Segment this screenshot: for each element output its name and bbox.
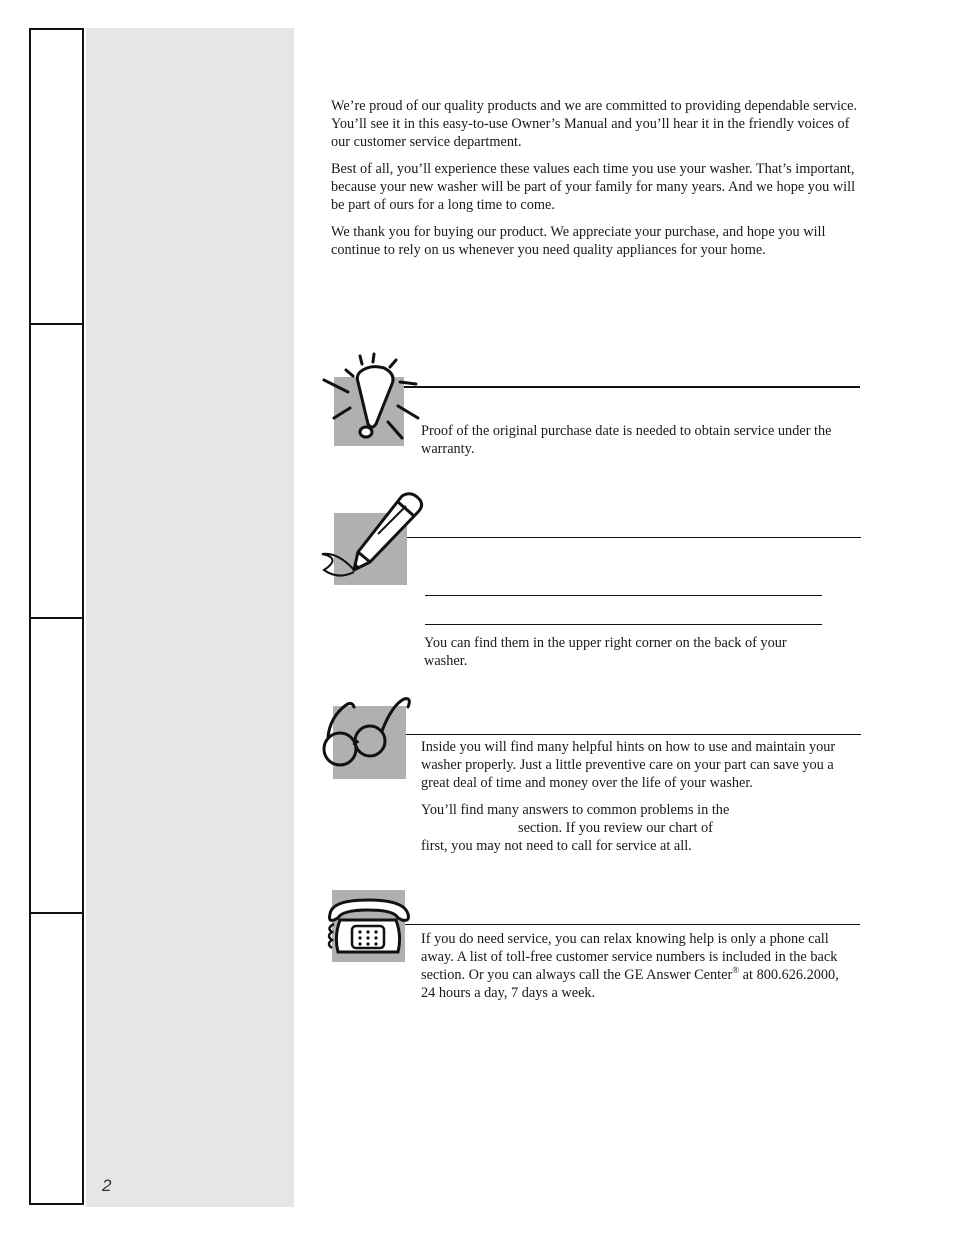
read-paragraph: Inside you will find many helpful hints on how to use and maintain your washer properly. Just a little preventive care on your part can save you a great deal of time and money over the life of your washer. xyxy=(421,739,836,791)
read-manual-text xyxy=(421,738,861,855)
model-number-line xyxy=(425,595,822,596)
gray-sidebar xyxy=(86,28,294,1207)
service-text-part: at 800.626.2000, 24 hours a day, 7 days a week. xyxy=(421,967,839,1001)
exclamation-icon xyxy=(322,352,422,447)
tab-divider xyxy=(31,323,82,325)
serial-number-line xyxy=(425,624,822,625)
intro-paragraph: Best of all, you’ll experience these values each time you use your washer. That’s important, because your new washer will be part of your family for many years. And we hope you will be part of ours for a long time to come. xyxy=(331,161,856,213)
glasses-icon xyxy=(320,695,415,775)
service-text xyxy=(421,930,856,1002)
intro-paragraph: We thank you for buying our product. We appreciate your purchase, and hope you will continue to rely on us whenever you need quality appliances for your home. xyxy=(331,224,826,258)
page-number: 2 xyxy=(102,1176,112,1195)
tab-divider xyxy=(31,912,82,914)
read-paragraph-line: You’ll find many answers to common problems in the xyxy=(421,802,730,818)
read-paragraph-line: section. If you review our chart of xyxy=(518,820,713,836)
pencil-icon xyxy=(318,490,428,582)
telephone-icon xyxy=(324,896,414,960)
tab-divider xyxy=(31,617,82,619)
intro-text xyxy=(331,97,866,268)
section-tab-strip xyxy=(29,28,84,1205)
intro-paragraph: We’re proud of our quality products and we are committed to providing dependable service. You’ll see it in this easy-to-use Owner’s Manual and you’ll hear it in the friendly voices of our customer service department. xyxy=(331,98,858,150)
section-rule xyxy=(404,386,860,388)
section-rule xyxy=(405,924,860,925)
warranty-text: Proof of the original purchase date is needed to obtain service under the warranty. xyxy=(421,423,832,457)
service-text-part: If you do need service, you can relax knowing help is only a phone call away. A list of toll-free customer service numbers is included in the back section. Or you can always call the GE Answer Center xyxy=(421,931,838,983)
section-rule xyxy=(407,537,861,538)
section-rule xyxy=(406,734,861,735)
registered-mark: ® xyxy=(732,965,740,976)
read-paragraph-line: first, you may not need to call for service at all. xyxy=(421,838,692,854)
record-text: You can find them in the upper right corner on the back of your washer. xyxy=(424,635,787,669)
